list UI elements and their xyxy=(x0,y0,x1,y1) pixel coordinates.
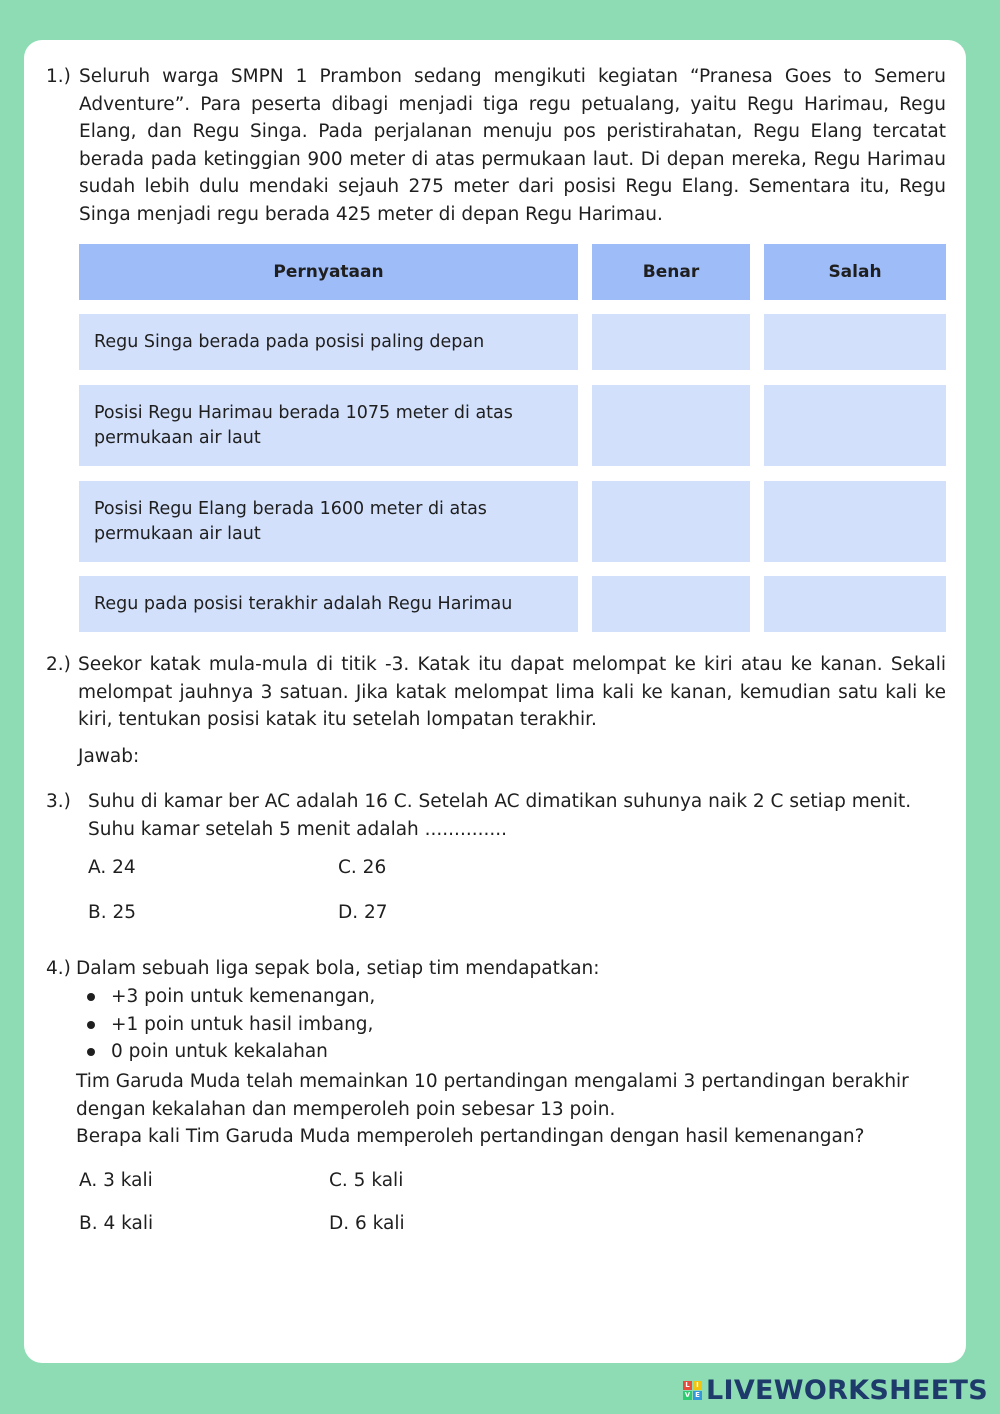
question-2-text: Seekor katak mula-mula di titik -3. Katak itu dapat melompat ke kiri atau ke kanan. Sekali melompat jauhnya 3 satuan. Jika katak melompat lima kali ke kanan, kemudian satu kali ke kiri, tentukan posisi katak itu setelah lompatan terakhir. xyxy=(78,654,946,730)
benar-answer-cell[interactable] xyxy=(592,385,750,466)
logo-letter: I xyxy=(693,1381,702,1390)
question-4-body xyxy=(76,1068,946,1151)
salah-answer-cell[interactable] xyxy=(764,385,946,466)
list-item: 0 poin untuk kekalahan xyxy=(87,1038,375,1066)
option-b[interactable]: B. 4 kali xyxy=(79,1213,154,1234)
answer-label: Jawab: xyxy=(78,746,140,767)
logo-letter: L xyxy=(683,1381,692,1390)
question-4-intro: Dalam sebuah liga sepak bola, setiap tim mendapatkan: xyxy=(76,958,600,979)
option-c[interactable]: C. 5 kali xyxy=(329,1170,404,1191)
question-1-text: Seluruh warga SMPN 1 Prambon sedang mengikuti kegiatan “Pranesa Goes to Semeru Adventure”. Para peserta dibagi menjadi tiga regu petualang, yaitu Regu Harimau, Regu Elang, dan Regu Singa. Pada perjalanan menuju pos peristirahatan, Regu Elang tercatat berada pada ketinggian 900 meter di atas permukaan laut. Di depan mereka, Regu Harimau sudah lebih dulu mendaki sejauh 275 meter dari posisi Regu Elang. Sementara itu, Regu Singa menjadi regu berada 425 meter di depan Regu Harimau. xyxy=(79,66,946,225)
statement-cell: Regu pada posisi terakhir adalah Regu Harimau xyxy=(79,576,578,632)
question-1 xyxy=(46,63,946,228)
question-2-number: 2.) xyxy=(46,654,71,675)
option-a[interactable]: A. 3 kali xyxy=(79,1170,153,1191)
benar-answer-cell[interactable] xyxy=(592,314,750,370)
header-salah: Salah xyxy=(764,244,946,300)
list-item: +1 poin untuk hasil imbang, xyxy=(87,1011,375,1039)
header-pernyataan: Pernyataan xyxy=(79,244,578,300)
option-d[interactable]: D. 27 xyxy=(338,902,388,923)
list-item: +3 poin untuk kemenangan, xyxy=(87,983,375,1011)
table-header-row xyxy=(79,244,946,300)
question-4 xyxy=(46,955,946,983)
option-c[interactable]: C. 26 xyxy=(338,857,387,878)
table-row xyxy=(79,576,946,632)
statement-cell: Posisi Regu Elang berada 1600 meter di atas permukaan air laut xyxy=(79,481,578,562)
question-4-number: 4.) xyxy=(46,958,71,979)
brand-name: LIVEWORKSHEETS xyxy=(705,1375,988,1406)
benar-answer-cell[interactable] xyxy=(592,481,750,562)
option-d[interactable]: D. 6 kali xyxy=(329,1213,405,1234)
salah-answer-cell[interactable] xyxy=(764,576,946,632)
logo-letter: V xyxy=(684,1391,691,1399)
question-3 xyxy=(46,788,946,843)
option-a[interactable]: A. 24 xyxy=(88,857,136,878)
question-3-number: 3.) xyxy=(46,791,71,812)
question-1-number: 1.) xyxy=(46,66,71,87)
salah-answer-cell[interactable] xyxy=(764,314,946,370)
table-row xyxy=(79,481,946,562)
header-benar: Benar xyxy=(592,244,750,300)
question-4-body-text: Tim Garuda Muda telah memainkan 10 pertandingan mengalami 3 pertandingan berakhir dengan kekalahan dan memperoleh poin sebesar 13 poin. xyxy=(76,1071,909,1120)
question-4-prompt: Berapa kali Tim Garuda Muda memperoleh pertandingan dengan hasil kemenangan? xyxy=(76,1126,865,1147)
option-b[interactable]: B. 25 xyxy=(88,902,136,923)
liveworksheets-logo[interactable] xyxy=(683,1375,988,1406)
statement-cell: Regu Singa berada pada posisi paling depan xyxy=(79,314,578,370)
benar-answer-cell[interactable] xyxy=(592,576,750,632)
statement-cell: Posisi Regu Harimau berada 1075 meter di atas permukaan air laut xyxy=(79,385,578,466)
question-2 xyxy=(46,651,946,734)
table-row xyxy=(79,385,946,466)
points-list xyxy=(87,983,375,1066)
table-row xyxy=(79,314,946,370)
question-3-text: Suhu di kamar ber AC adalah 16 C. Setelah AC dimatikan suhunya naik 2 C setiap menit. Suhu kamar setelah 5 menit adalah .............. xyxy=(88,791,912,840)
liveworksheets-icon xyxy=(683,1381,702,1400)
logo-letter: E xyxy=(693,1391,702,1400)
salah-answer-cell[interactable] xyxy=(764,481,946,562)
